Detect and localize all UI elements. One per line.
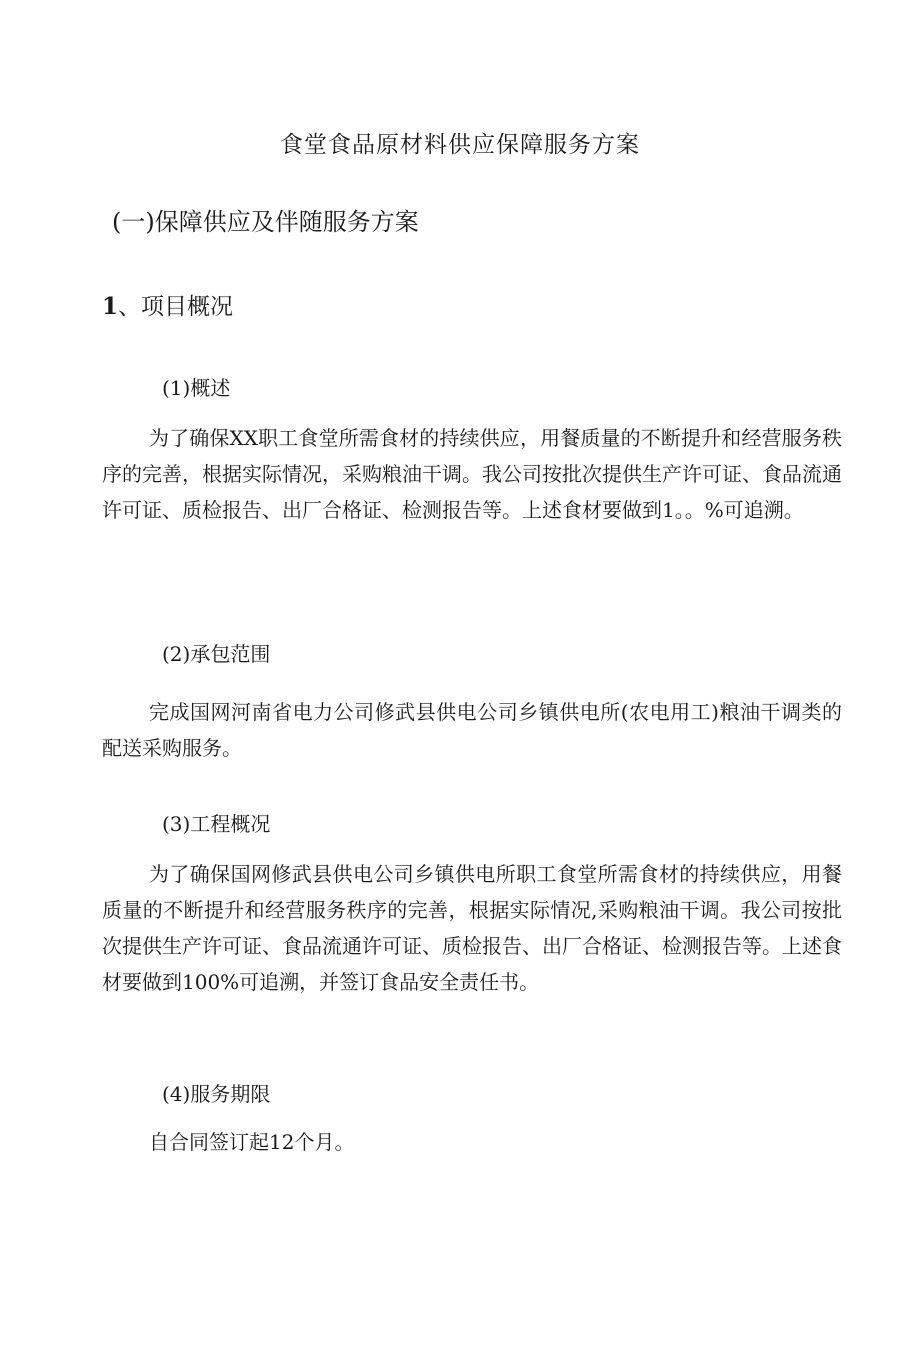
item-heading-term: (4)服务期限	[162, 1082, 271, 1106]
subsection-number: 1	[102, 293, 119, 320]
document-title: 食堂食品原材料供应保障服务方案	[280, 132, 640, 158]
item-paragraph-term: 自合同签订起12个月。	[149, 1130, 355, 1154]
item-paragraph-overview: 为了确保XX职工食堂所需食材的持续供应，用餐质量的不断提升和经营服务秩序的完善，根据实际情况，采购粮油干调。我公司按批次提供生产许可证、食品流通许可证、质检报告、出厂合格证、检测报告等。上述食材要做到1。。%可追溯。	[102, 426, 842, 522]
subsection-label: 、项目概况	[118, 294, 234, 320]
subsection-heading	[102, 288, 233, 321]
section-heading: (一)保障供应及伴随服务方案	[112, 208, 419, 236]
item-heading-project: (3)工程概况	[162, 812, 271, 836]
item-heading-overview: (1)概述	[162, 376, 231, 400]
item-paragraph-project: 为了确保国网修武县供电公司乡镇供电所职工食堂所需食材的持续供应，用餐质量的不断提升和经营服务秩序的完善，根据实际情况,采购粮油干调。我公司按批次提供生产许可证、食品流通许可证、质检报告、出厂合格证、检测报告等。上述食材要做到100%可追溯，并签订食品安全责任书。	[102, 862, 842, 994]
item-paragraph-scope: 完成国网河南省电力公司修武县供电公司乡镇供电所(农电用工)粮油干调类的配送采购服务。	[102, 700, 842, 760]
item-heading-scope: (2)承包范围	[162, 642, 271, 666]
